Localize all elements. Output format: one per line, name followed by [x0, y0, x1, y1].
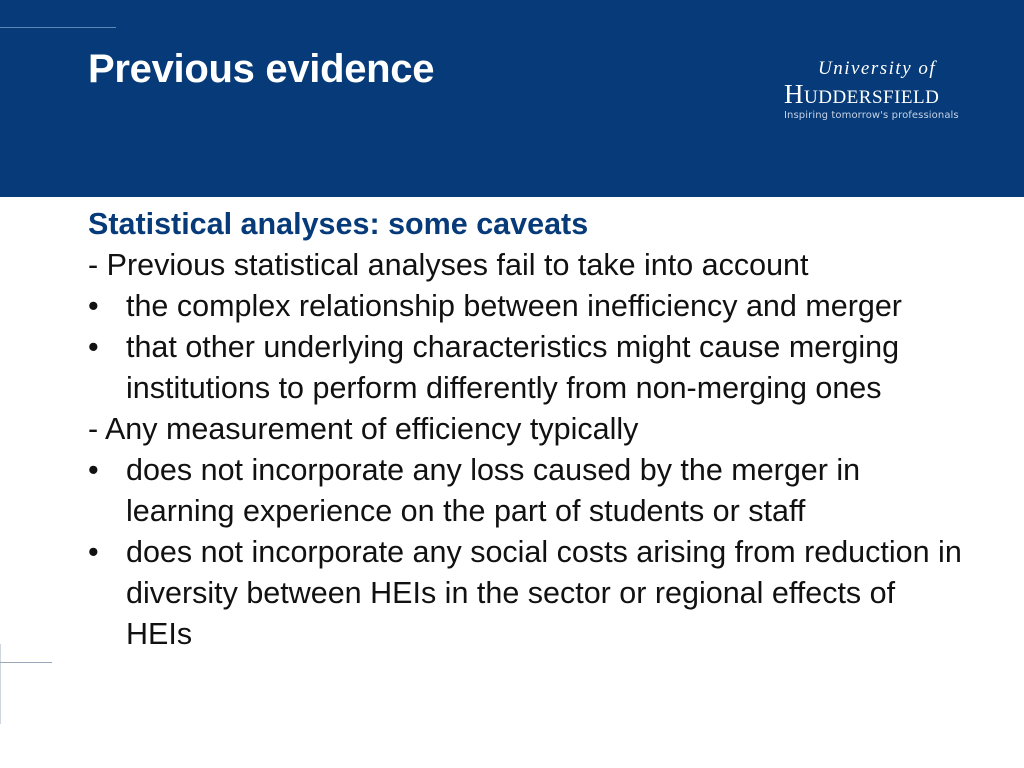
logo-tagline: Inspiring tomorrow's professionals: [784, 110, 959, 121]
slide-body: [88, 204, 968, 655]
left-horizontal-divider: [0, 662, 52, 663]
logo-line-2: Huddersfield: [784, 79, 940, 109]
bullet-text: does not incorporate any loss caused by the merger in learning experience on the part of students or staff: [126, 453, 861, 528]
bullet-icon: •: [88, 453, 99, 487]
section-intro-1: - Previous statistical analyses fail to take into account: [88, 248, 809, 282]
bullet-icon: •: [88, 535, 99, 569]
header-divider: [0, 27, 116, 28]
slide-title: Previous evidence: [88, 47, 435, 91]
header-banner: [0, 0, 1024, 197]
bullet-text: does not incorporate any social costs arising from reduction in diversity between HEIs in the sector or regional effects of HEIs: [126, 535, 962, 651]
left-vertical-divider: [0, 644, 1, 724]
bullet-text: the complex relationship between inefficiency and merger: [126, 289, 902, 323]
bullet-item: [88, 532, 968, 655]
section-intro-2: - Any measurement of efficiency typically: [88, 412, 639, 446]
university-logo: [784, 58, 974, 121]
bullet-icon: •: [88, 289, 99, 323]
section-subheading: Statistical analyses: some caveats: [88, 207, 589, 241]
bullet-item: [88, 450, 968, 532]
bullet-text: that other underlying characteristics might cause merging institutions to perform differently from non-merging ones: [126, 330, 900, 405]
bullet-item: [88, 327, 968, 409]
logo-line-1: University of: [818, 58, 937, 79]
bullet-item: [88, 286, 968, 327]
bullet-icon: •: [88, 330, 99, 364]
